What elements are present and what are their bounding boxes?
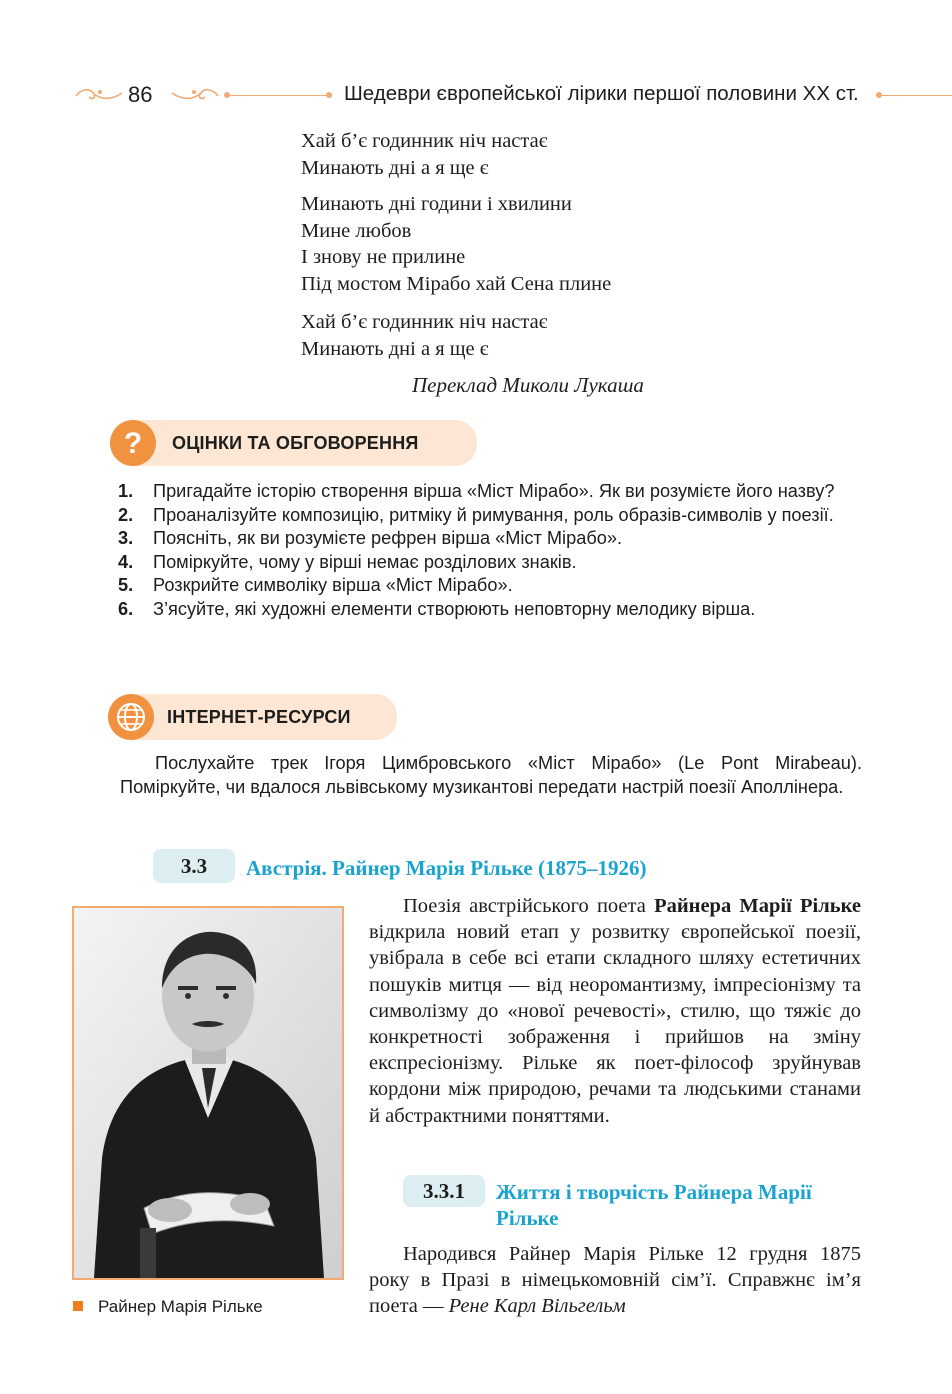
header-rule [230, 95, 330, 96]
question-number: 4. [118, 551, 134, 572]
list-item [118, 598, 862, 622]
question-number: 3. [118, 528, 134, 549]
list-item [118, 527, 862, 551]
birth-name-italic: Рене Карл Вільгельм [448, 1295, 626, 1318]
subsection-title: Життя і творчість Райнера Марії Рільке [496, 1180, 812, 1230]
header-rule-right [882, 95, 952, 96]
question-text: Поміркуйте, чому у вірші немає розділових знаків. [153, 551, 577, 572]
intro-text-rest: відкрила новий етап у розвитку європейської поезії, увібрала в себе всі етапи складного шляху естетичних пошуків митця — від неоромантизму, імпресіонізму та символізму до «нової речевості», стилю, що тяжіє до конкретності зображення і прийшов на зміну експресіонізму. Рільке як поет-філософ зруйнував кордони між природою, речами та людськими станами й абстрактними поняттями. [369, 921, 861, 1127]
poem-line: Минають дні години і хвилини [301, 193, 572, 215]
question-text: З’ясуйте, які художні елементи створюють неповторну мелодику вірша. [153, 598, 756, 619]
question-list [118, 480, 862, 622]
intro-text-start: Поезія австрійського поета [403, 895, 655, 917]
header-ornament-left [74, 84, 124, 104]
biography-paragraph [369, 1241, 861, 1320]
poem-line: І знову не прилине [301, 246, 466, 268]
intro-paragraph [369, 893, 861, 1129]
section-number: 3.3 [153, 849, 235, 883]
question-text: Поясніть, як ви розумієте рефрен вірша «Міст Мірабо». [153, 528, 623, 549]
question-number: 5. [118, 575, 134, 596]
page-number: 86 [128, 82, 153, 107]
header-ornament-right [170, 84, 220, 104]
poem-line: Мине любов [301, 219, 412, 242]
globe-icon [108, 694, 154, 740]
question-text: Пригадайте історію створення вірша «Міст Мірабо». Як ви розумієте його назву? [153, 481, 835, 501]
internet-task-text: Послухайте трек Ігоря Цимбровського «Міст Мірабо» (Le Pont Mirabeau). Поміркуйте, чи вдалося львівському музикантові передати настрій поезії Аполлінера. [120, 753, 862, 797]
portrait-illustration [74, 908, 342, 1278]
biography-text: Народився Райнер Марія Рільке 12 грудня 1875 року в Празі в німецькомовній сім’ї. Справжнє ім’я поета — [369, 1243, 861, 1318]
list-item [118, 551, 862, 575]
caption-marker [73, 1301, 83, 1311]
internet-title: ІНТЕРНЕТ-РЕСУРСИ [167, 707, 351, 727]
poem-line: Хай б’є годинник ніч настає [301, 130, 548, 152]
poem-line: Хай б’є годинник ніч настає [301, 311, 548, 333]
list-item [118, 504, 862, 528]
running-header-title: Шедеври європейської лірики першої половини XX ст. [344, 82, 859, 105]
poem-line: Минають дні а я ще є [301, 337, 489, 360]
poet-name-bold: Райнера Марії Рільке [654, 895, 861, 917]
poem-stanza-2 [301, 191, 611, 297]
subsection-number: 3.3.1 [403, 1175, 485, 1207]
poem-line: Під мостом Мірабо хай Сена плине [301, 272, 612, 295]
list-item [118, 574, 862, 598]
question-mark-icon [110, 420, 156, 466]
svg-text:?: ? [123, 427, 143, 460]
question-number: 1. [118, 481, 134, 501]
question-text: Проаналізуйте композицію, ритміку й римування, роль образів-символів у поезії. [153, 504, 834, 525]
portrait-photo [72, 906, 344, 1280]
translator-credit: Переклад Миколи Лукаша [412, 373, 644, 397]
poem-stanza-3 [301, 309, 548, 362]
poem-line: Минають дні а я ще є [301, 156, 489, 179]
photo-caption: Райнер Марія Рільке [98, 1297, 263, 1316]
question-number: 2. [118, 504, 134, 525]
section-title: Австрія. Райнер Марія Рільке (1875–1926) [246, 856, 647, 880]
poem-stanza-1 [301, 128, 548, 181]
list-item [118, 480, 862, 504]
question-number: 6. [118, 598, 134, 619]
question-text: Розкрийте символіку вірша «Міст Мірабо». [153, 575, 513, 596]
header-rule-dot [326, 92, 332, 98]
discussion-title: ОЦІНКИ ТА ОБГОВОРЕННЯ [172, 433, 419, 453]
